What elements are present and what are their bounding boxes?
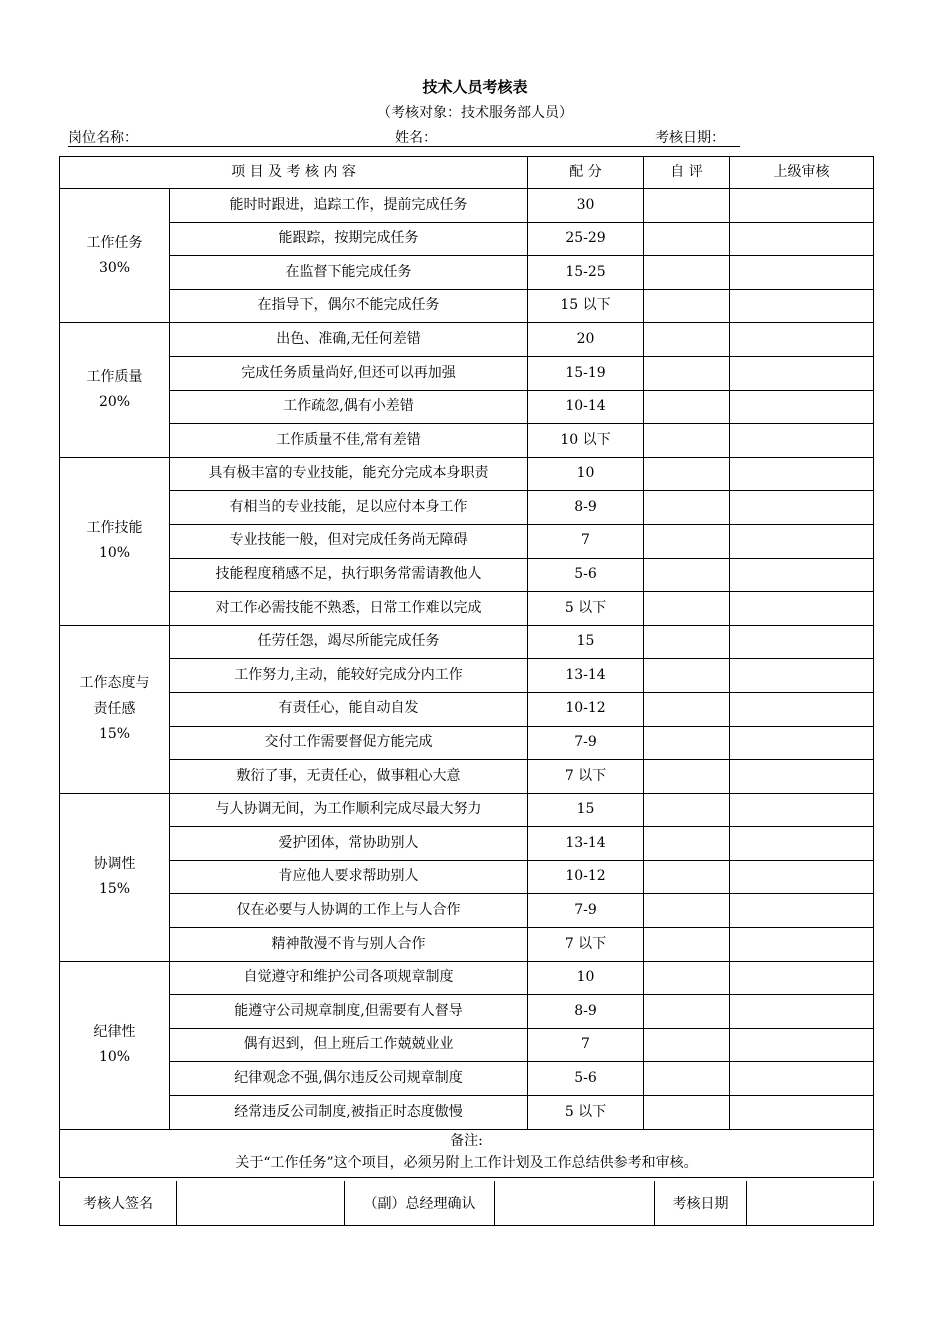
criteria-text: 出色、准确,无任何差错	[170, 323, 528, 357]
supervisor-review-cell[interactable]	[730, 424, 874, 458]
score-range: 7-9	[528, 726, 644, 760]
score-range: 5-6	[528, 1062, 644, 1096]
table-row	[60, 222, 874, 256]
self-eval-cell[interactable]	[644, 356, 730, 390]
category-weight: 10%	[98, 1049, 131, 1066]
category-cell	[60, 189, 170, 323]
note-label: 备注:	[450, 1133, 483, 1150]
score-range: 7 以下	[528, 928, 644, 962]
supervisor-review-cell[interactable]	[730, 491, 874, 525]
self-eval-cell[interactable]	[644, 995, 730, 1029]
note-cell	[60, 1129, 874, 1177]
score-range: 13-14	[528, 659, 644, 693]
manager-confirm-field[interactable]	[495, 1181, 655, 1226]
table-row	[60, 491, 874, 525]
supervisor-review-cell[interactable]	[730, 995, 874, 1029]
score-range: 10-12	[528, 860, 644, 894]
self-eval-cell[interactable]	[644, 524, 730, 558]
signature-table	[59, 1181, 874, 1226]
supervisor-review-cell[interactable]	[730, 692, 874, 726]
header-self-eval: 自 评	[644, 157, 730, 189]
score-range: 30	[528, 189, 644, 223]
category-weight: 10%	[98, 545, 131, 562]
category-name: 工作任务	[86, 234, 143, 251]
note-text: 关于“工作任务”这个项目，必须另附上工作计划及工作总结供参考和审核。	[235, 1155, 698, 1172]
self-eval-cell[interactable]	[644, 558, 730, 592]
table-row	[60, 860, 874, 894]
category-weight: 20%	[98, 394, 131, 411]
self-eval-cell[interactable]	[644, 189, 730, 223]
self-eval-cell[interactable]	[644, 289, 730, 323]
score-range: 10	[528, 457, 644, 491]
table-row	[60, 692, 874, 726]
supervisor-review-cell[interactable]	[730, 827, 874, 861]
self-eval-cell[interactable]	[644, 625, 730, 659]
self-eval-cell[interactable]	[644, 928, 730, 962]
supervisor-review-cell[interactable]	[730, 726, 874, 760]
score-range: 5 以下	[528, 1096, 644, 1130]
table-row	[60, 424, 874, 458]
table-row	[60, 592, 874, 626]
criteria-text: 与人协调无间，为工作顺利完成尽最大努力	[170, 793, 528, 827]
criteria-text: 有相当的专业技能，足以应付本身工作	[170, 491, 528, 525]
supervisor-review-cell[interactable]	[730, 289, 874, 323]
supervisor-review-cell[interactable]	[730, 894, 874, 928]
score-range: 5 以下	[528, 592, 644, 626]
supervisor-review-cell[interactable]	[730, 1028, 874, 1062]
self-eval-cell[interactable]	[644, 1062, 730, 1096]
manager-confirm-label: （副）总经理确认	[345, 1181, 495, 1226]
category-name: 工作技能	[86, 520, 143, 537]
table-row	[60, 1062, 874, 1096]
score-range: 7 以下	[528, 760, 644, 794]
criteria-text: 工作努力,主动，能较好完成分内工作	[170, 659, 528, 693]
note-row	[60, 1129, 874, 1177]
criteria-text: 有责任心，能自动自发	[170, 692, 528, 726]
criteria-text: 纪律观念不强,偶尔违反公司规章制度	[170, 1062, 528, 1096]
score-range: 20	[528, 323, 644, 357]
self-eval-cell[interactable]	[644, 592, 730, 626]
date-label: 考核日期：	[655, 130, 725, 146]
score-range: 10 以下	[528, 424, 644, 458]
assessor-signature-label: 考核人签名	[60, 1181, 177, 1226]
table-row	[60, 726, 874, 760]
table-row	[60, 189, 874, 223]
self-eval-cell[interactable]	[644, 1096, 730, 1130]
score-range: 15	[528, 625, 644, 659]
supervisor-review-cell[interactable]	[730, 760, 874, 794]
criteria-text: 自觉遵守和维护公司各项规章制度	[170, 961, 528, 995]
category-cell	[60, 323, 170, 457]
self-eval-cell[interactable]	[644, 894, 730, 928]
category-name: 工作质量	[86, 368, 143, 385]
score-range: 10	[528, 961, 644, 995]
table-row	[60, 1028, 874, 1062]
supervisor-review-cell[interactable]	[730, 256, 874, 290]
self-eval-cell[interactable]	[644, 222, 730, 256]
category-weight: 30%	[98, 259, 131, 276]
header-score: 配 分	[528, 157, 644, 189]
table-row	[60, 894, 874, 928]
form-title: 技术人员考核表	[422, 78, 528, 96]
info-line	[68, 127, 740, 147]
criteria-text: 能跟踪，按期完成任务	[170, 222, 528, 256]
self-eval-cell[interactable]	[644, 659, 730, 693]
score-range: 7	[528, 1028, 644, 1062]
header-supervisor-review: 上级审核	[730, 157, 874, 189]
score-range: 15	[528, 793, 644, 827]
criteria-text: 在指导下，偶尔不能完成任务	[170, 289, 528, 323]
supervisor-review-cell[interactable]	[730, 793, 874, 827]
self-eval-cell[interactable]	[644, 860, 730, 894]
table-row	[60, 558, 874, 592]
assessment-date-label: 考核日期	[655, 1181, 747, 1226]
criteria-text: 经常违反公司制度,被指正时态度傲慢	[170, 1096, 528, 1130]
category-cell	[60, 793, 170, 961]
table-row	[60, 457, 874, 491]
category-weight: 15%	[98, 725, 131, 742]
category-cell	[60, 457, 170, 625]
name-label: 姓名：	[395, 130, 437, 146]
criteria-text: 偶有迟到，但上班后工作兢兢业业	[170, 1028, 528, 1062]
score-range: 8-9	[528, 491, 644, 525]
table-row	[60, 356, 874, 390]
category-cell	[60, 961, 170, 1129]
supervisor-review-cell[interactable]	[730, 189, 874, 223]
score-range: 7	[528, 524, 644, 558]
assessment-date-field[interactable]	[747, 1181, 874, 1226]
category-name-line2: 责任感	[93, 700, 136, 717]
table-row	[60, 289, 874, 323]
score-range: 5-6	[528, 558, 644, 592]
self-eval-cell[interactable]	[644, 726, 730, 760]
category-cell	[60, 625, 170, 793]
supervisor-review-cell[interactable]	[730, 558, 874, 592]
criteria-text: 对工作必需技能不熟悉，日常工作难以完成	[170, 592, 528, 626]
supervisor-review-cell[interactable]	[730, 928, 874, 962]
table-row	[60, 1096, 874, 1130]
supervisor-review-cell[interactable]	[730, 222, 874, 256]
supervisor-review-cell[interactable]	[730, 659, 874, 693]
table-row	[60, 827, 874, 861]
supervisor-review-cell[interactable]	[730, 1096, 874, 1130]
criteria-text: 爱护团体，常协助别人	[170, 827, 528, 861]
supervisor-review-cell[interactable]	[730, 390, 874, 424]
table-row	[60, 390, 874, 424]
supervisor-review-cell[interactable]	[730, 961, 874, 995]
self-eval-cell[interactable]	[644, 1028, 730, 1062]
supervisor-review-cell[interactable]	[730, 1062, 874, 1096]
score-range: 15 以下	[528, 289, 644, 323]
criteria-text: 完成任务质量尚好,但还可以再加强	[170, 356, 528, 390]
self-eval-cell[interactable]	[644, 827, 730, 861]
self-eval-cell[interactable]	[644, 491, 730, 525]
criteria-text: 肯应他人要求帮助别人	[170, 860, 528, 894]
category-name: 协调性	[93, 855, 136, 872]
self-eval-cell[interactable]	[644, 457, 730, 491]
supervisor-review-cell[interactable]	[730, 457, 874, 491]
table-row	[60, 323, 874, 357]
score-range: 7-9	[528, 894, 644, 928]
score-range: 13-14	[528, 827, 644, 861]
self-eval-cell[interactable]	[644, 390, 730, 424]
criteria-text: 敷衍了事，无责任心，做事粗心大意	[170, 760, 528, 794]
supervisor-review-cell[interactable]	[730, 323, 874, 357]
score-range: 8-9	[528, 995, 644, 1029]
self-eval-cell[interactable]	[644, 323, 730, 357]
score-range: 15-25	[528, 256, 644, 290]
table-row	[60, 625, 874, 659]
table-row	[60, 524, 874, 558]
form-subtitle: （考核对象：技术服务部人员）	[377, 105, 573, 121]
assessor-signature-field[interactable]	[177, 1181, 345, 1226]
table-row	[60, 760, 874, 794]
table-header-row	[60, 157, 874, 189]
criteria-text: 工作疏忽,偶有小差错	[170, 390, 528, 424]
category-name: 纪律性	[93, 1023, 136, 1040]
score-range: 15-19	[528, 356, 644, 390]
table-row	[60, 256, 874, 290]
criteria-text: 交付工作需要督促方能完成	[170, 726, 528, 760]
criteria-text: 任劳任怨，竭尽所能完成任务	[170, 625, 528, 659]
category-weight: 15%	[98, 881, 131, 898]
criteria-text: 能遵守公司规章制度,但需要有人督导	[170, 995, 528, 1029]
table-row	[60, 961, 874, 995]
criteria-text: 专业技能一般，但对完成任务尚无障碍	[170, 524, 528, 558]
table-row	[60, 928, 874, 962]
self-eval-cell[interactable]	[644, 793, 730, 827]
score-range: 25-29	[528, 222, 644, 256]
supervisor-review-cell[interactable]	[730, 625, 874, 659]
header-items: 项 目 及 考 核 内 容	[60, 157, 528, 189]
table-row	[60, 793, 874, 827]
position-label: 岗位名称：	[68, 130, 138, 146]
score-range: 10-14	[528, 390, 644, 424]
supervisor-review-cell[interactable]	[730, 356, 874, 390]
self-eval-cell[interactable]	[644, 424, 730, 458]
table-row	[60, 995, 874, 1029]
self-eval-cell[interactable]	[644, 961, 730, 995]
assessment-table	[59, 156, 874, 1178]
criteria-text: 具有极丰富的专业技能，能充分完成本身职责	[170, 457, 528, 491]
table-row	[60, 659, 874, 693]
supervisor-review-cell[interactable]	[730, 860, 874, 894]
self-eval-cell[interactable]	[644, 692, 730, 726]
score-range: 10-12	[528, 692, 644, 726]
signature-row	[60, 1181, 874, 1226]
criteria-text: 精神散漫不肯与别人合作	[170, 928, 528, 962]
criteria-text: 技能程度稍感不足，执行职务常需请教他人	[170, 558, 528, 592]
criteria-text: 在监督下能完成任务	[170, 256, 528, 290]
self-eval-cell[interactable]	[644, 256, 730, 290]
supervisor-review-cell[interactable]	[730, 592, 874, 626]
criteria-text: 仅在必要与人协调的工作上与人合作	[170, 894, 528, 928]
criteria-text: 工作质量不佳,常有差错	[170, 424, 528, 458]
self-eval-cell[interactable]	[644, 760, 730, 794]
category-name-line1: 工作态度与	[79, 675, 150, 692]
criteria-text: 能时时跟进，追踪工作，提前完成任务	[170, 189, 528, 223]
supervisor-review-cell[interactable]	[730, 524, 874, 558]
